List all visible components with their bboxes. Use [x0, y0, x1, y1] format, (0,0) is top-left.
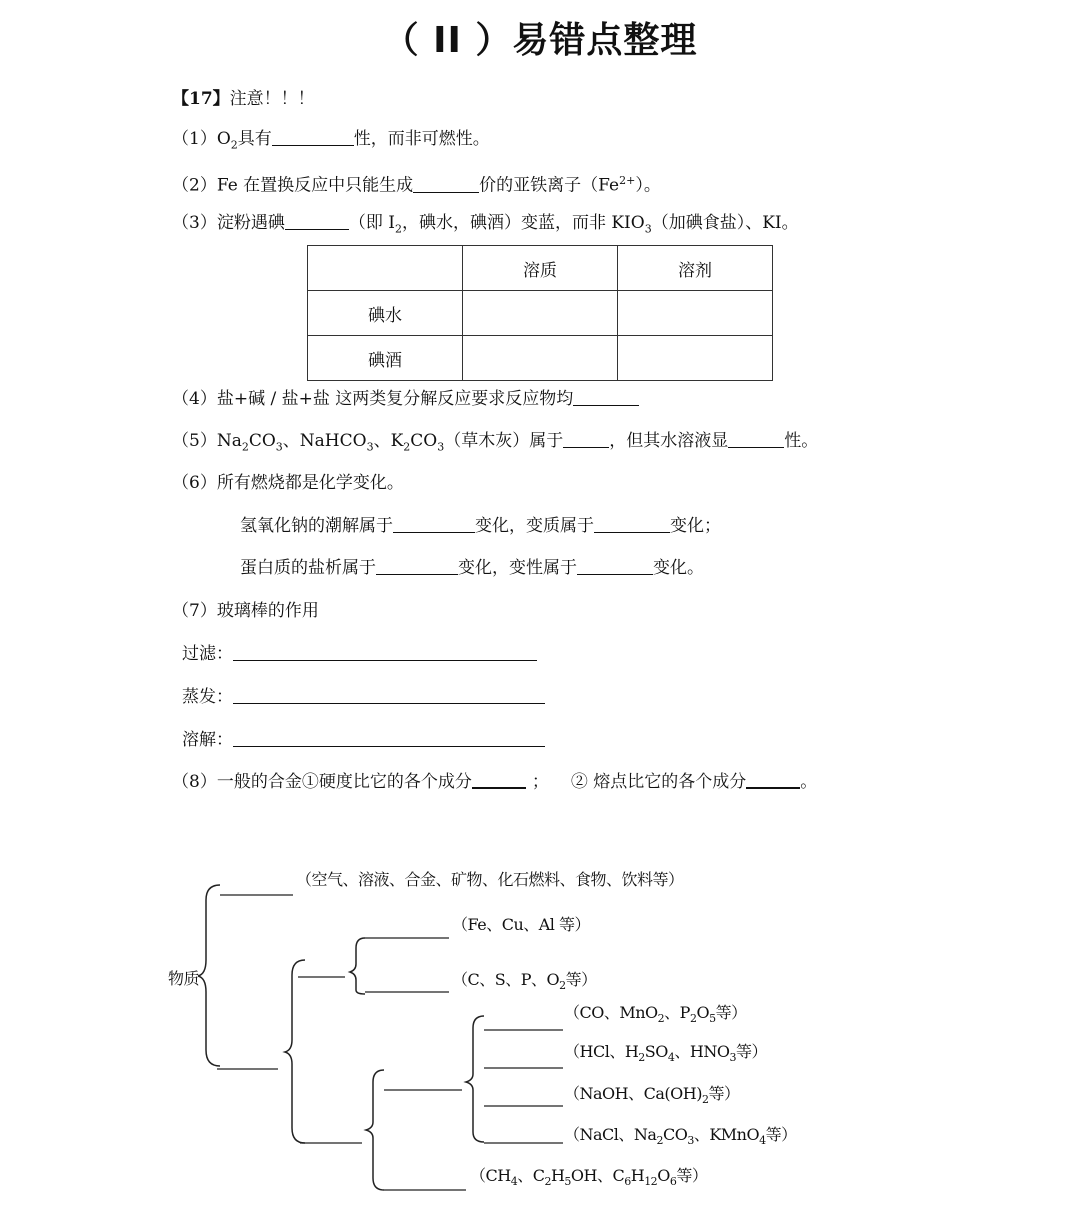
q2-text-a: Fe 在置换反应中只能生成	[216, 175, 414, 196]
tree-text: （C、S、P、O	[452, 970, 560, 989]
root-brace	[198, 885, 220, 1066]
tree-sub: 4	[510, 1175, 518, 1189]
q5-text: CO	[410, 431, 438, 451]
q5-text: ，但其水溶液显	[609, 431, 729, 451]
q1-subscript: 2	[230, 138, 238, 152]
tree-text: CO	[662, 1125, 688, 1144]
tree-sub: 3	[687, 1134, 694, 1148]
tree-text: （NaOH、Ca(OH)	[564, 1084, 702, 1103]
q8-number: （8）	[172, 772, 217, 792]
q5-text: Na	[216, 431, 242, 451]
q6-number: （6）	[172, 473, 217, 493]
q7-evaporate-label: 蒸发：	[182, 687, 233, 707]
section-note: 注意！！！	[229, 89, 315, 109]
tree-text: 等）	[708, 1084, 740, 1103]
tree-sub: 2	[656, 1134, 663, 1148]
tree-text: OH、C	[570, 1166, 625, 1185]
section-label: 【17】	[172, 89, 230, 109]
tree-base-examples	[564, 1081, 739, 1106]
tree-sub: 2	[689, 1012, 697, 1026]
tree-organic-examples	[470, 1163, 707, 1188]
tree-sub: 5	[709, 1012, 716, 1026]
q6-text: 变化，变性属于	[458, 558, 577, 578]
q5-sub: 3	[275, 440, 283, 454]
q2-text-b: 价的亚铁离子（Fe	[479, 175, 620, 196]
q3-text-a: 淀粉遇碘	[216, 213, 285, 233]
tree-text: 等）	[735, 1042, 767, 1061]
tree-sub: 12	[644, 1175, 658, 1189]
q8-text-a: 一般的合金①硬度比它的各个成分	[216, 772, 472, 792]
tree-text: （CH	[470, 1166, 511, 1185]
q5-text: CO	[248, 431, 276, 451]
q3-number: （3）	[172, 213, 217, 233]
table-header-cell: 溶剂	[618, 246, 773, 291]
page-title: （ II ）易错点整理	[382, 20, 698, 61]
q2-superscript: 2+	[619, 174, 636, 187]
tree-sub: 2	[701, 1093, 709, 1107]
tree-text: 等）	[676, 1166, 708, 1185]
tree-text: SO	[644, 1042, 668, 1061]
q5-sub: 3	[437, 440, 445, 454]
q6-text: 变化；	[670, 516, 721, 536]
q1-text-b: 具有	[237, 129, 272, 149]
tree-text: 等）	[715, 1003, 747, 1022]
q5-text: 、NaHCO	[282, 431, 367, 451]
tree-mixture-examples: （空气、溶液、合金、矿物、化石燃料、食物、饮料等）	[296, 870, 684, 889]
tree-root-label: 物质	[168, 969, 200, 988]
tree-sub: 2	[559, 979, 566, 993]
q1-text-c: 性，而非可燃性。	[353, 129, 490, 149]
q4-text-a: 盐+碱 / 盐+盐 这两类复分解反应要求反应物均	[216, 389, 574, 409]
q8-text-c: ② 熔点比它的各个成分	[570, 772, 747, 792]
q3-subscript-1: 2	[394, 222, 402, 236]
q6-text: 变化。	[653, 558, 704, 578]
q2-number: （2）	[172, 175, 217, 196]
tree-text: 等）	[765, 1125, 797, 1144]
q5-text: 、K	[373, 431, 404, 451]
tree-text: （CO、MnO	[564, 1003, 658, 1022]
q1-number: （1）	[172, 129, 217, 149]
table-row-label: 碘水	[308, 291, 463, 336]
q2-text-c: ）。	[635, 175, 661, 196]
tree-text: （NaCl、Na	[564, 1125, 657, 1144]
tree-text: H	[550, 1166, 565, 1185]
compound-brace	[366, 1070, 384, 1190]
tree-text: （HCl、H	[564, 1042, 639, 1061]
tree-text: 、C	[517, 1166, 545, 1185]
q6-text: 蛋白质的盐析属于	[240, 558, 376, 578]
tree-sub: 6	[669, 1175, 677, 1189]
q7-dissolve-label: 溶解：	[182, 730, 233, 750]
table-row-label: 碘酒	[308, 336, 463, 381]
tree-sub: 2	[638, 1051, 645, 1065]
pure-brace	[285, 960, 305, 1143]
q5-sub: 2	[403, 440, 411, 454]
q3-text-c: ，碘水，碘酒）变蓝，而非 KIO	[401, 213, 645, 233]
tree-salt-examples	[564, 1122, 797, 1147]
tree-text: 、P	[664, 1003, 690, 1022]
tree-metal-examples: （Fe、Cu、Al 等）	[452, 915, 591, 934]
q3-subscript-2: 3	[644, 222, 652, 236]
tree-acid-examples	[564, 1039, 767, 1064]
table-header-cell: 溶质	[463, 246, 618, 291]
tree-oxide-examples	[564, 1000, 747, 1025]
tree-text: O	[657, 1166, 670, 1185]
q6-text: 氢氧化钠的潮解属于	[240, 516, 393, 536]
q5-text: （草木灰）属于	[444, 431, 564, 451]
tree-text: H	[630, 1166, 645, 1185]
q3-text-b: （即 I	[348, 213, 395, 233]
q4-number: （4）	[172, 389, 217, 409]
tree-sub: 4	[759, 1134, 766, 1148]
tree-text: 、KMnO	[693, 1125, 760, 1144]
q7-text-a: 玻璃棒的作用	[216, 601, 319, 621]
q5-sub: 3	[366, 440, 374, 454]
q5-number: （5）	[172, 431, 217, 451]
q3-text-d: （加碘食盐）、KI。	[651, 213, 799, 233]
tree-sub: 5	[564, 1175, 571, 1189]
tree-sub: 2	[657, 1012, 665, 1026]
q7-number: （7）	[172, 601, 217, 621]
q7-filter-label: 过滤：	[182, 644, 233, 664]
q5-text: 性。	[784, 431, 819, 451]
tree-sub: 3	[729, 1051, 736, 1065]
q8-text-b: ；	[531, 772, 549, 792]
tree-sub: 4	[667, 1051, 675, 1065]
tree-text: 等）	[565, 970, 597, 989]
q6-text: 变化，变质属于	[475, 516, 594, 536]
tree-sub: 6	[624, 1175, 631, 1189]
inorganic-brace	[466, 1016, 484, 1142]
q5-sub: 2	[241, 440, 249, 454]
element-brace	[350, 938, 365, 994]
q8-text-d: 。	[800, 772, 818, 792]
tree-text: O	[696, 1003, 710, 1022]
q1-text-a: O	[216, 129, 231, 149]
q6-text-a: 所有燃烧都是化学变化。	[216, 473, 404, 493]
tree-sub: 2	[544, 1175, 551, 1189]
tree-text: 、HNO	[674, 1042, 730, 1061]
tree-nonmetal-examples	[452, 967, 597, 992]
